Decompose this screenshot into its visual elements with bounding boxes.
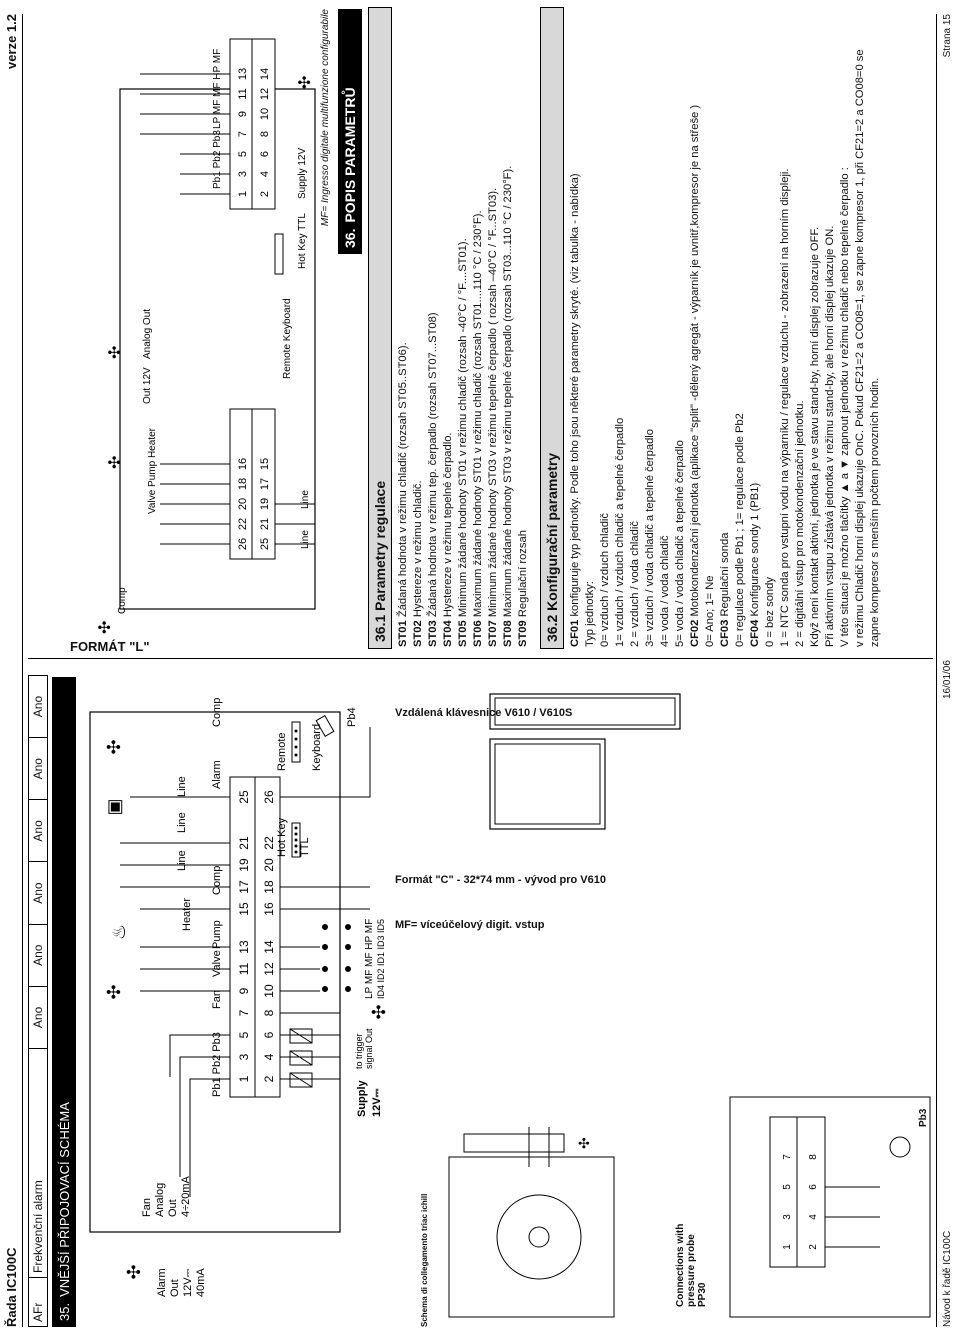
param-line: ST01 Žádaná hodnota v režimu chladič (rozsah ST05..ST06). [397, 342, 409, 647]
svg-text:7: 7 [237, 1009, 251, 1017]
header-version: verze 1.2 [4, 14, 19, 69]
svg-text:40mA: 40mA [195, 1268, 207, 1297]
row-value: Ano [31, 695, 45, 718]
param-line: Když není kontakt aktivní, jednotka je ve stavu stand-by, horní displej zobrazuje OFF. [809, 226, 821, 647]
keyboard-frames [470, 679, 690, 869]
param-line: ST09 Regulační rozsah [517, 530, 529, 647]
svg-text:22: 22 [237, 517, 249, 531]
svg-text:1: 1 [237, 1075, 251, 1083]
header-rule [22, 14, 23, 1327]
svg-text:Hot Key TTL: Hot Key TTL [297, 213, 308, 269]
section-title: VNĚJŠÍ PŘIPOJOVACÍ SCHÉMA [56, 1102, 72, 1297]
svg-text:Line: Line [300, 490, 311, 509]
param-line: CF04 Konfigurace sondy 1 (PB1) [749, 482, 761, 647]
param-list-36-2 [568, 7, 883, 647]
svg-text:to trigger: to trigger [354, 1033, 364, 1069]
svg-text:14: 14 [259, 67, 271, 81]
svg-text:TTL: TTL [299, 837, 311, 857]
param-line: zapne kompresor s menším počtem provozních hodin. [869, 377, 881, 647]
svg-text:7: 7 [782, 1154, 793, 1160]
param-line: ST07 Minimum žádané hodnoty ST03 v režimu tepelné čerpadlo ( rozsah –40°C / °F...ST03). [487, 187, 499, 647]
param-line: CF01 konfiguruje typ jednotky. Podle toho jsou některé parametry skryté. (viz tabulka - nabídka) [569, 173, 581, 647]
svg-text:1: 1 [782, 1244, 793, 1250]
svg-text:Valve Pump Heater: Valve Pump Heater [147, 428, 158, 514]
svg-text:5: 5 [237, 1031, 251, 1039]
param-line: CF03 Regulační sonda [719, 532, 731, 647]
svg-text:Heater: Heater [181, 897, 193, 931]
table-row [28, 675, 48, 1327]
row-name: Frekvenční alarm [29, 1048, 47, 1277]
svg-text:Supply 12V: Supply 12V [297, 147, 308, 199]
svg-text:Pb1 Pb2 Pb3: Pb1 Pb2 Pb3 [212, 130, 223, 189]
section-number: 36. [342, 228, 358, 248]
column-divider [28, 658, 933, 659]
subsection-title: 36.2 Konfigurační parametry [544, 452, 560, 642]
svg-text:13: 13 [237, 67, 249, 81]
fan-icon: ✣ [124, 1264, 144, 1280]
svg-text:3: 3 [237, 1053, 251, 1061]
param-line: 0= regulace podle Pb1 ; 1= regulace podle Pb2 [734, 413, 746, 647]
pressure-probe-title: Connections with pressure probe PP30 [675, 1223, 708, 1307]
param-line: 0= vzduch / vzduch chladič [599, 512, 611, 647]
section-36-heading [338, 9, 362, 254]
svg-text:17: 17 [259, 477, 271, 491]
param-line: ST04 Hystereze v režimu tepelné čerpadlo. [442, 432, 454, 647]
svg-text:4: 4 [259, 170, 271, 178]
fan-icon: ✣ [107, 345, 124, 359]
param-line: ST08 Maximum žádané hodnoty ST03 v režimu tepelné čerpadlo (rozsah ST03...110 °C / 230°F). [502, 165, 514, 647]
svg-text:5: 5 [782, 1184, 793, 1190]
svg-text:6: 6 [259, 150, 271, 158]
svg-text:2: 2 [808, 1244, 819, 1250]
row-value: Ano [29, 737, 47, 799]
svg-text:signal Out: signal Out [364, 1028, 374, 1069]
svg-text:13: 13 [237, 940, 251, 954]
pb3-label: Pb3 [918, 1108, 929, 1127]
wiring-diagram-format-l [80, 9, 320, 649]
svg-text:4: 4 [262, 1053, 276, 1061]
param-line: 2 = vzduch / voda chladič [629, 521, 641, 647]
svg-text:Out: Out [169, 1279, 181, 1297]
param-list-36-1 [396, 7, 531, 647]
row-value: Ano [29, 861, 47, 923]
svg-text:Comp: Comp [211, 697, 223, 727]
svg-text:Remote: Remote [276, 732, 288, 771]
svg-text:8: 8 [262, 1009, 276, 1017]
param-line: CF02 Motokondenzační jednotka (aplikace "split" -dělený agregát - výparník je uvnitř,kompresor je na střeše ) [689, 104, 701, 647]
svg-text:26: 26 [237, 537, 249, 551]
subsection-36-2-title [540, 7, 564, 649]
fan-icon: ✣ [297, 75, 314, 89]
svg-text:20: 20 [237, 497, 249, 511]
svg-text:Fan: Fan [211, 990, 223, 1009]
param-line: ST02 Hystereze v režimu chladič. [412, 480, 424, 647]
param-line: ST03 Žádaná hodnota v režimu tep. čerpadlo (rozsah ST07...ST08) [427, 312, 439, 647]
wiring-diagram-left [80, 677, 410, 1327]
svg-text:3: 3 [237, 170, 249, 178]
svg-text:Line: Line [176, 812, 188, 833]
svg-text:10: 10 [262, 984, 276, 998]
param-line: 1 = NTC sonda pro vstupní vodu na výparníku / regulace vzduchu - zobrazení na horním displeji. [779, 168, 791, 647]
param-line: 2 = digitální vstup pro motokondenzační jednotku. [794, 400, 806, 647]
svg-text:12V⎓: 12V⎓ [371, 1088, 383, 1117]
fan-icon: ✣ [97, 620, 114, 634]
svg-text:22: 22 [262, 836, 276, 850]
param-line: 0 = bez sondy [764, 577, 776, 647]
svg-text:Line: Line [176, 850, 188, 871]
svg-text:15: 15 [259, 457, 271, 471]
svg-text:3: 3 [782, 1214, 793, 1220]
svg-text:Line: Line [176, 776, 188, 797]
param-line: v režimu Chladič horní displej ukazuje OnC. Pokud CF21=2 a CO08=1, se zapne kompresor 1, při CF21=2 a CO08=0 se [854, 49, 866, 647]
svg-text:2: 2 [259, 190, 271, 198]
svg-text:Alarm: Alarm [211, 760, 223, 789]
svg-text:Line: Line [300, 530, 311, 549]
svg-text:Keyboard: Keyboard [311, 723, 323, 771]
footer-page: Strana 15 [942, 14, 953, 58]
svg-text:18: 18 [237, 477, 249, 491]
param-line: V této situaci je možno tlačítky ▲ a ▼ zapnout jednotku v režimu chladič nebo tepelné čerpadlo : [839, 167, 851, 647]
heater-icon: ♨ [109, 923, 129, 941]
section-number: 35. [56, 1302, 72, 1321]
param-line: Typ jednotky: [584, 581, 596, 647]
fan-icon: ✣ [104, 739, 124, 755]
svg-text:11: 11 [237, 88, 249, 100]
svg-text:16: 16 [262, 902, 276, 916]
svg-text:21: 21 [237, 836, 251, 850]
param-line: Při aktivním vstupu zůstává jednotka v režimu stand-by, ale horní displej ukazuje ON. [824, 225, 836, 647]
triac-schema-drawing [429, 1102, 624, 1327]
terminal-block [230, 777, 280, 1097]
svg-text:Pb1 Pb2 Pb3: Pb1 Pb2 Pb3 [211, 1032, 223, 1097]
svg-text:6: 6 [808, 1184, 819, 1190]
fan-icon: ✣ [104, 984, 124, 1000]
svg-text:9: 9 [237, 110, 249, 118]
svg-text:Supply: Supply [356, 1080, 368, 1117]
svg-text:25: 25 [237, 790, 251, 804]
svg-text:Out: Out [167, 1199, 179, 1217]
triac-schema-title: Schema di collegamento triac ichill [420, 1193, 429, 1327]
format-c-label: Formát "C" - 32*74 mm - vývod pro V610 [395, 874, 606, 886]
svg-text:12: 12 [262, 962, 276, 976]
svg-text:Hot Key: Hot Key [276, 817, 288, 857]
mf-note: MF= víceúčelový digit. vstup [395, 919, 545, 931]
svg-text:4÷20mA: 4÷20mA [180, 1176, 192, 1217]
remote-keyboard-label: Vzdálená klávesnice V610 / V610S [395, 707, 573, 719]
footer-date: 16/01/06 [942, 660, 953, 699]
svg-text:7: 7 [237, 130, 249, 138]
fan-icon: ✣ [576, 1137, 592, 1149]
svg-text:4: 4 [808, 1214, 819, 1220]
subsection-title: 36.1 Parametry regulace [372, 480, 388, 642]
row-value: Ano [29, 799, 47, 861]
svg-text:Pb4: Pb4 [346, 707, 358, 727]
svg-text:18: 18 [262, 880, 276, 894]
svg-text:17: 17 [237, 880, 251, 894]
svg-text:6: 6 [262, 1031, 276, 1039]
svg-text:Comp: Comp [117, 587, 128, 614]
svg-text:2: 2 [262, 1075, 276, 1083]
triac-schema [420, 1102, 630, 1327]
svg-text:26: 26 [262, 790, 276, 804]
svg-text:12V⎓: 12V⎓ [182, 1268, 194, 1297]
svg-text:14: 14 [262, 940, 276, 954]
section-35-heading [52, 677, 76, 1327]
svg-text:10: 10 [259, 107, 271, 121]
pressure-probe-schema [660, 1087, 940, 1327]
fan-icon: ✣ [107, 455, 124, 469]
svg-text:Analog Out: Analog Out [142, 308, 153, 359]
fan-icon: ✣ [369, 1004, 389, 1020]
svg-text:Valve: Valve [211, 950, 223, 977]
row-code: AFr [29, 1277, 47, 1326]
format-l-mf-note: MF= Ingresso digitale multifunzione configurabile [320, 9, 331, 227]
svg-text:9: 9 [237, 987, 251, 995]
footer-manual: Návod k řadě IC100C [942, 1230, 953, 1327]
svg-text:Remote Keyboard: Remote Keyboard [282, 298, 293, 379]
svg-text:Out 12V: Out 12V [142, 367, 153, 404]
header-series: Řada IC100C [4, 1247, 19, 1327]
svg-text:20: 20 [262, 858, 276, 872]
row-value: Ano [29, 924, 47, 986]
row-value: Ano [29, 986, 47, 1048]
param-line: ST05 Minimum žádané hodnoty ST01 v režimu chladič (rozsah -40°C / °F....ST01). [457, 238, 469, 647]
svg-text:25: 25 [259, 537, 271, 551]
svg-text:Comp: Comp [211, 865, 223, 895]
svg-text:12: 12 [259, 87, 271, 101]
svg-text:5: 5 [237, 150, 249, 158]
svg-text:19: 19 [237, 858, 251, 872]
svg-text:1: 1 [237, 190, 249, 198]
svg-text:LP MF MF HP MF: LP MF MF HP MF [364, 918, 375, 999]
svg-text:15: 15 [237, 902, 251, 916]
svg-text:19: 19 [259, 497, 271, 511]
svg-text:8: 8 [259, 130, 271, 138]
param-line: 4= voda / voda chladič [659, 535, 671, 647]
footer-rule [936, 14, 937, 1327]
svg-text:LP MF MF HP MF: LP MF MF HP MF [212, 48, 223, 129]
format-l-title: FORMÁT "L" [70, 639, 150, 654]
param-line: 1= vzduch / vzduch chladič a tepelné čerpadlo [614, 417, 626, 647]
svg-text:ID4 ID2 ID1 ID3 ID5: ID4 ID2 ID1 ID3 ID5 [376, 918, 386, 999]
section-title: POPIS PARAMETRŮ [342, 87, 358, 223]
subsection-36-1-title [368, 7, 392, 649]
svg-text:8: 8 [808, 1154, 819, 1160]
param-line: ST06 Maximum žádané hodnoty ST01 v režimu chladič (rozsah ST01....110 °C / 230°F). [472, 210, 484, 647]
svg-text:11: 11 [237, 962, 251, 976]
svg-text:Pump: Pump [211, 920, 223, 949]
param-line: 3= vzduch / voda chladič a tepelné čerpadlo [644, 429, 656, 647]
svg-text:Analog: Analog [154, 1182, 166, 1217]
svg-text:21: 21 [259, 517, 271, 531]
svg-text:16: 16 [237, 457, 249, 471]
comp-icon: ▣ [104, 798, 124, 816]
param-line: 0= Ano; 1= Ne [704, 575, 716, 647]
param-line: 5= voda / voda chladič a tepelné čerpadlo [674, 440, 686, 647]
svg-text:Fan: Fan [141, 1198, 153, 1217]
svg-text:Alarm: Alarm [156, 1268, 168, 1297]
